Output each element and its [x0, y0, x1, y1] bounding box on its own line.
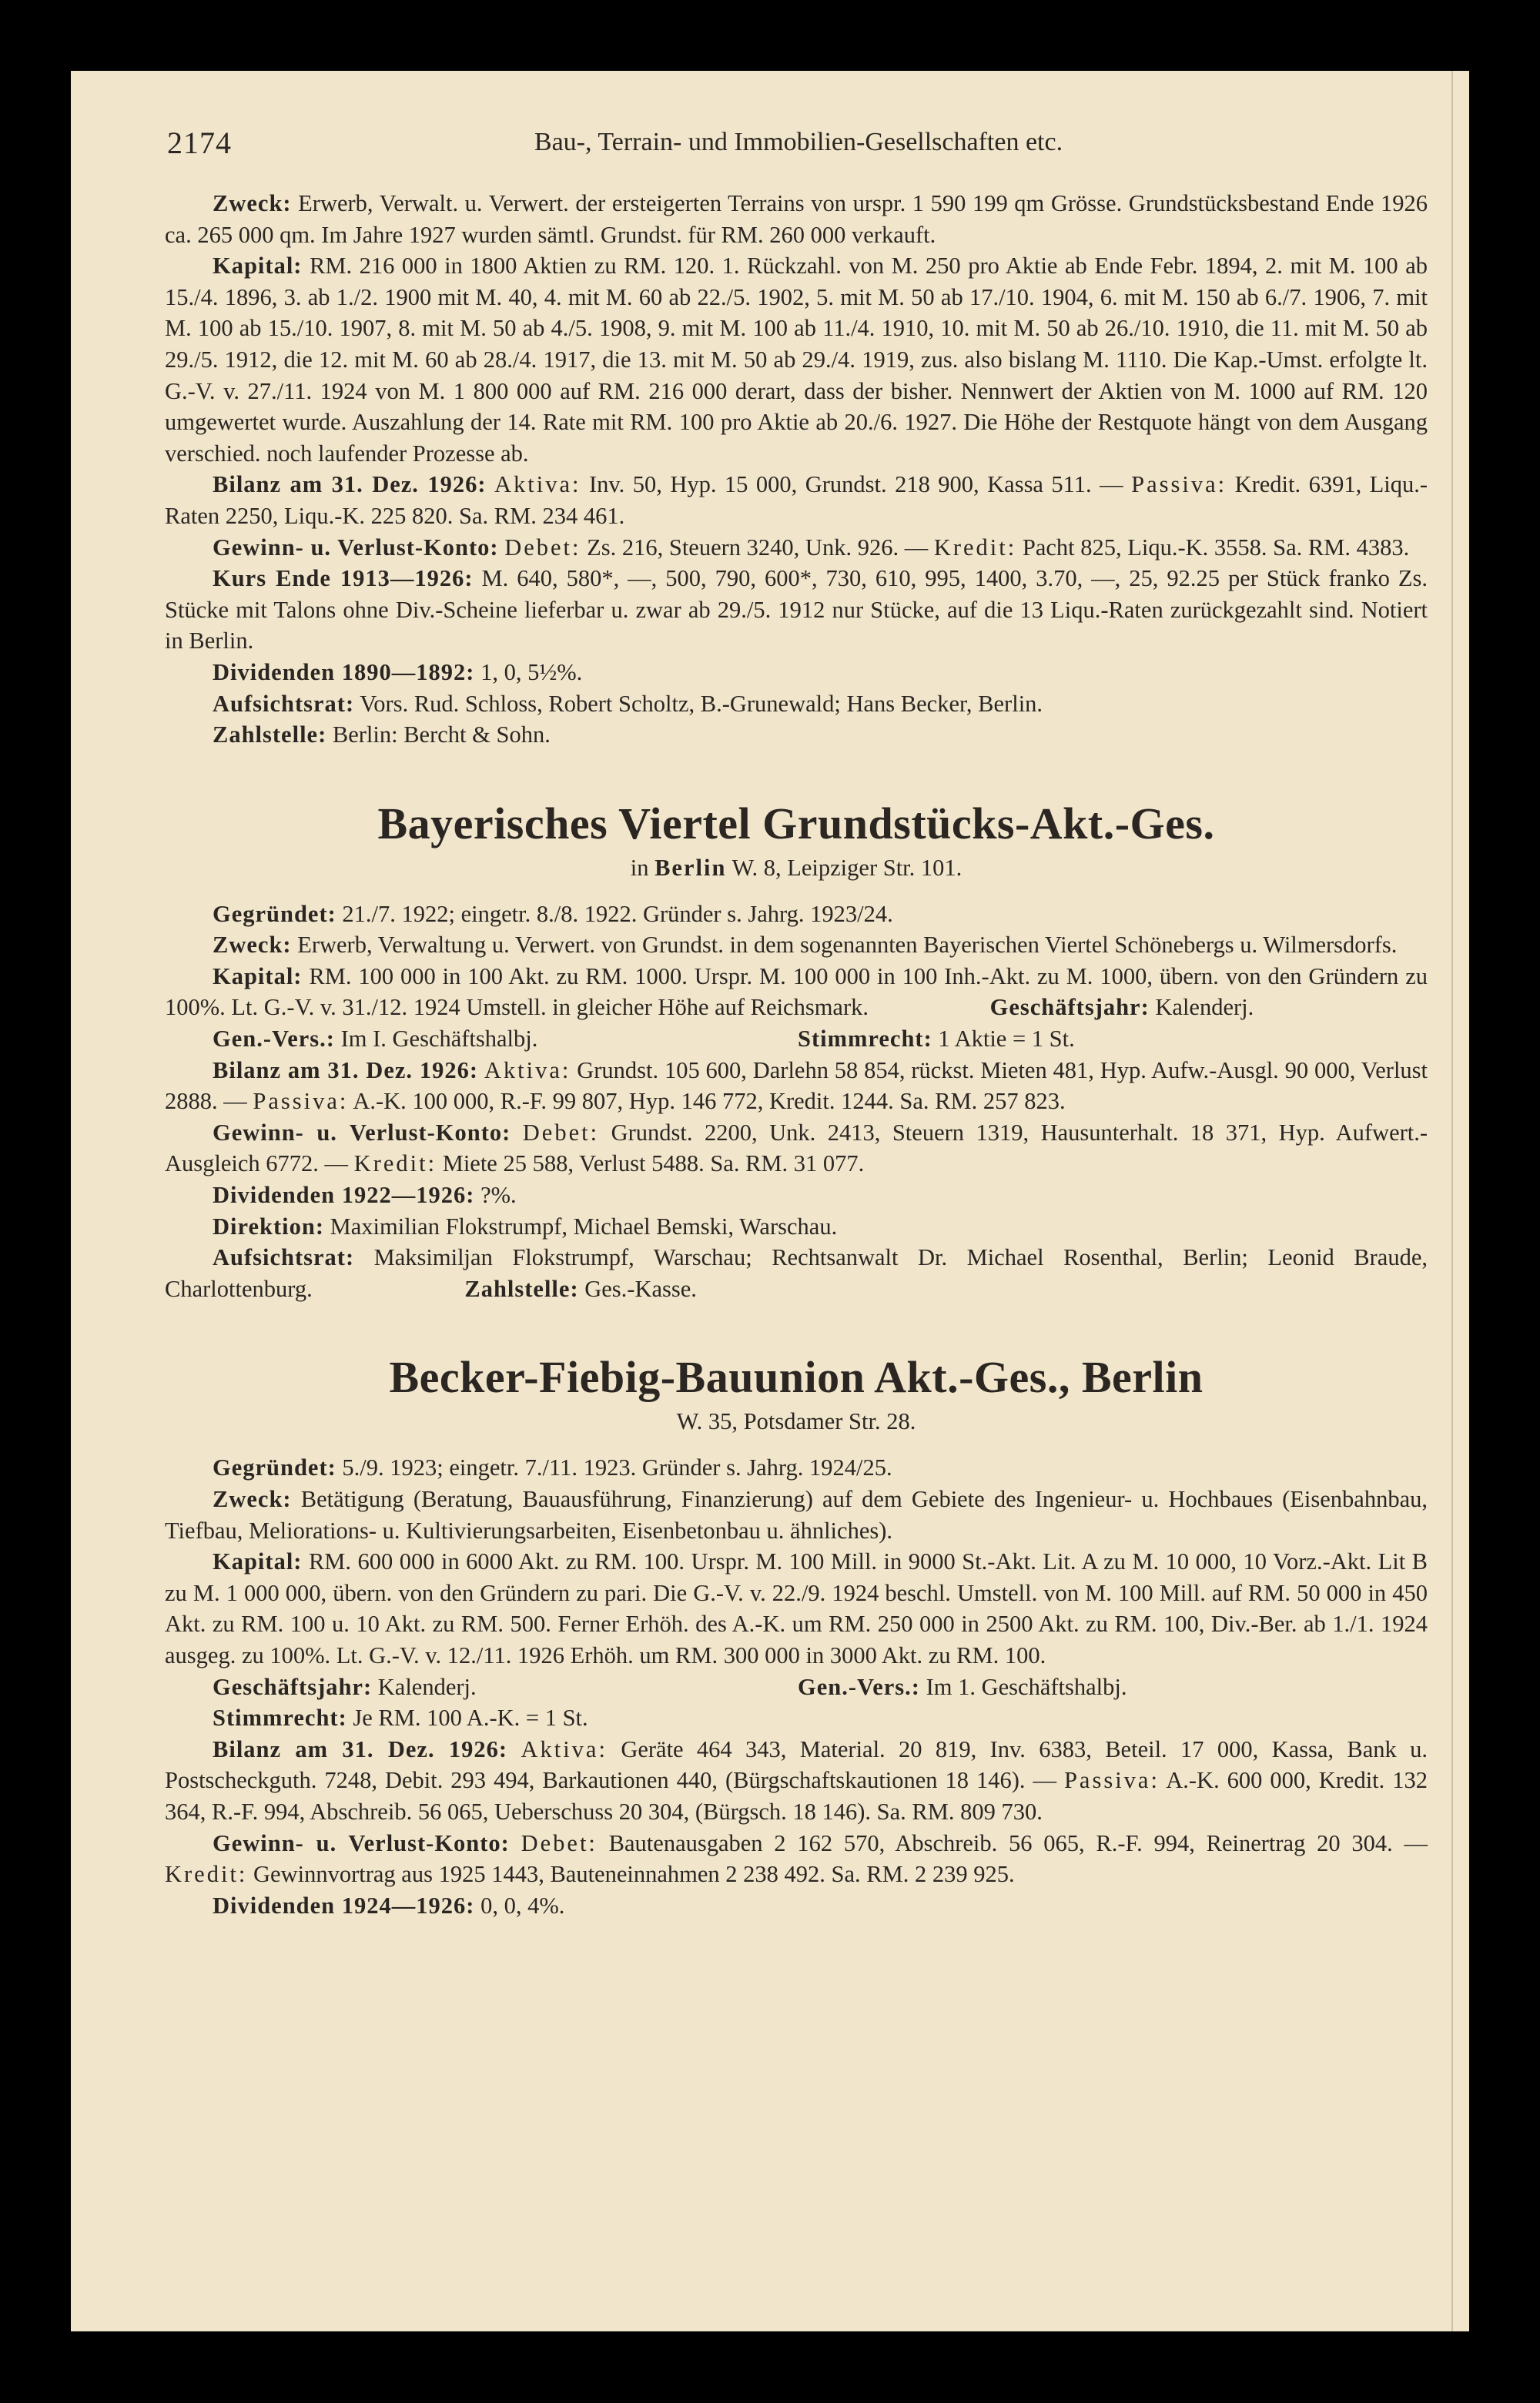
kapital-paragraph: Kapital: RM. 100 000 in 100 Akt. zu RM. 1000. Urspr. M. 100 000 in 100 Inh.-Akt. zu M. 1000, übern. von den Gründern zu 100%. Lt. G.-V. v. 31./12. 1924 Umstell. in gleicher Höhe auf Reichsmark. Geschäftsjahr: Kalenderj. — [165, 962, 1428, 1021]
entry-becker-fiebig — [165, 1352, 1428, 1921]
gegruendet-paragraph: Gegründet: 5./9. 1923; eingetr. 7./11. 1923. Gründer s. Jahrg. 1924/25. — [213, 1454, 892, 1481]
company-city: Berlin — [654, 854, 727, 881]
bilanz-paragraph: Bilanz am 31. Dez. 1926: Aktiva: Inv. 50, Hyp. 15 000, Grundst. 218 900, Kassa 511. — Passiva: Kredit. 6391, Liqu.-Raten 2250, Liqu.-K. 225 820. Sa. RM. 234 461. — [165, 471, 1428, 529]
kurs-paragraph: Kurs Ende 1913—1926: M. 640, 580*, —, 500, 790, 600*, 730, 610, 995, 1400, 3.70, —, 25, 92.25 per Stück franko Zs. Stücke mit Talons ohne Div.-Scheine lieferbar u. zwar ab 29./5. 1912 nur Stücke, auf die 13 Liqu.-Raten zurückgezahlt sind. Notiert in Berlin. — [165, 565, 1428, 654]
page-header — [167, 125, 1445, 159]
kapital-paragraph: Kapital: RM. 600 000 in 6000 Akt. zu RM. 100. Urspr. M. 100 Mill. in 9000 St.-Akt. Lit. A zu M. 10 000, 10 Vorz.-Akt. Lit B zu M. 1 000 000, übern. von den Gründern zu pari. Die G.-V. v. 22./9. 1924 beschl. Umstell. von M. 100 Mill. auf RM. 50 000 in 450 Akt. zu RM. 100 u. 10 Akt. zu RM. 500. Ferner Erhöh. des A.-K. um RM. 250 000 in 2500 Akt. zu RM. 100, Div.-Ber. ab 1./1. 1924 ausgeg. zu 100%. Lt. G.-V. v. 12./11. 1926 Erhöh. um RM. 300 000 in 3000 Akt. zu RM. 100. — [165, 1548, 1428, 1668]
book-page — [71, 71, 1469, 2331]
dividenden-paragraph: Dividenden 1890—1892: 1, 0, 5½%. — [213, 658, 583, 685]
entry-continued — [165, 188, 1428, 751]
running-title: Bau-, Terrain- und Immobilien-Gesellschaften etc. — [534, 128, 1063, 156]
kapital-paragraph: Kapital: RM. 216 000 in 1800 Aktien zu RM. 120. 1. Rückzahl. von M. 250 pro Aktie ab Ende Febr. 1894, 2. mit M. 100 ab 15./4. 1896, 3. ab 1./2. 1900 mit M. 40, 4. mit M. 60 ab 22./5. 1902, 5. mit M. 50 ab 17./10. 1904, 6. mit M. 150 ab 6./7. 1906, 7. mit M. 100 ab 15./10. 1907, 8. mit M. 50 ab 4./5. 1908, 9. mit M. 100 ab 11./4. 1910, 10. mit M. 50 ab 26./10. 1910, die 11. mit M. 50 ab 29./5. 1912, die 12. mit M. 60 ab 28./4. 1917, die 13. mit M. 50 ab 29./4. 1919, zus. also bislang M. 1110. Die Kap.-Umst. erfolgte lt. G.-V. v. 27./11. 1924 von M. 1 800 000 auf RM. 216 000 derart, dass der bisher. Nennwert der Aktien von M. 1000 auf RM. 120 umgewertet wurde. Auszahlung der 14. Rate mit RM. 100 pro Aktie ab 20./6. 1927. Die Höhe der Restquote hängt von dem Ausgang verschied. noch laufender Prozesse ab. — [165, 253, 1428, 467]
bilanz-paragraph: Bilanz am 31. Dez. 1926: Aktiva: Geräte 464 343, Material. 20 819, Inv. 6383, Beteil. 17 000, Kassa, Bank u. Postscheckguth. 7248, Debit. 293 494, Barkautionen 440, (Bürgschaftskautionen 18 146). — Passiva: A.-K. 600 000, Kredit. 132 364, R.-F. 994, Abschreib. 56 065, Ueberschuss 20 304, (Bürgsch. 18 146). Sa. RM. 809 730. — [165, 1735, 1428, 1825]
zweck-paragraph: Zweck: Erwerb, Verwalt. u. Verwert. der ersteigerten Terrains von urspr. 1 590 199 qm Grösse. Grundstücksbestand Ende 1926 ca. 265 000 qm. Im Jahre 1927 wurden sämtl. Grundst. für RM. 260 000 verkauft. — [165, 190, 1428, 248]
company-title: Becker-Fiebig-Bauunion Akt.-Ges., Berlin — [389, 1352, 1204, 1403]
page-content — [165, 188, 1428, 1921]
page-number: 2174 — [167, 126, 232, 160]
genvers-stimmrecht-row: Gen.-Vers.: Im I. Geschäftshalbj. Stimmrecht: 1 Aktie = 1 St. — [213, 1026, 1075, 1053]
company-title: Bayerisches Viertel Grundstücks-Akt.-Ges. — [377, 798, 1215, 848]
aufsichtsrat-paragraph: Aufsichtsrat: Vors. Rud. Schloss, Robert Scholtz, B.-Grunewald; Hans Becker, Berlin. — [213, 690, 1043, 717]
bilanz-paragraph: Bilanz am 31. Dez. 1926: Aktiva: Grundst. 105 600, Darlehn 58 854, rückst. Mieten 481, Hyp. Aufw.-Ausgl. 90 000, Verlust 2888. — Passiva: A.-K. 100 000, R.-F. 99 807, Hyp. 146 772, Kredit. 1244. Sa. RM. 257 823. — [165, 1056, 1428, 1115]
entry-bayerisches-viertel — [165, 798, 1428, 1305]
zahlstelle-paragraph: Zahlstelle: Berlin: Bercht & Sohn. — [213, 721, 551, 748]
dividenden-paragraph: Dividenden 1924—1926: 0, 0, 4%. — [213, 1892, 565, 1919]
aufsichtsrat-paragraph: Aufsichtsrat: Maksimiljan Flokstrumpf, Warschau; Rechtsanwalt Dr. Michael Rosenthal, Berlin; Leonid Braude, Charlottenburg. Zahlstelle: Ges.-Kasse. — [165, 1244, 1428, 1302]
gewinn-paragraph: Gewinn- u. Verlust-Konto: Debet: Bautenausgaben 2 162 570, Abschreib. 56 065, R.-F. 994, Reinertrag 20 304. — Kredit: Gewinnvortrag aus 1925 1443, Bauteneinnahmen 2 238 492. Sa. RM. 2 239 925. — [165, 1829, 1428, 1888]
page-edge-line — [1451, 71, 1453, 2331]
zweck-paragraph: Zweck: Erwerb, Verwaltung u. Verwert. von Grundst. in dem sogenannten Bayerischen Viertel Schönebergs u. Wilmersdorfs. — [213, 932, 1398, 959]
company-address: in Berlin W. 8, Leipziger Str. 101. — [630, 854, 962, 881]
geschaeftsjahr-genvers-row: Geschäftsjahr: Kalenderj. Gen.-Vers.: Im 1. Geschäftshalbj. — [213, 1673, 1127, 1700]
company-address: W. 35, Potsdamer Str. 28. — [676, 1408, 916, 1435]
zweck-paragraph: Zweck: Betätigung (Beratung, Bauausführung, Finanzierung) auf dem Gebiete des Ingenieur- u. Hochbaues (Eisenbahnbau, Tiefbau, Meliorations- u. Kultivierungsarbeiten, Eisenbetonbau u. ähnliches). — [165, 1486, 1428, 1544]
gegruendet-paragraph: Gegründet: 21./7. 1922; eingetr. 8./8. 1922. Gründer s. Jahrg. 1923/24. — [213, 900, 893, 927]
gewinn-paragraph: Gewinn- u. Verlust-Konto: Debet: Zs. 216, Steuern 3240, Unk. 926. — Kredit: Pacht 825, Liqu.-K. 3558. Sa. RM. 4383. — [213, 534, 1410, 561]
gewinn-paragraph: Gewinn- u. Verlust-Konto: Debet: Grundst. 2200, Unk. 2413, Steuern 1319, Hausunterhalt. 18 371, Hyp. Aufwert.-Ausgleich 6772. — Kredit: Miete 25 588, Verlust 5488. Sa. RM. 31 077. — [165, 1119, 1428, 1177]
dividenden-paragraph: Dividenden 1922—1926: ?%. — [213, 1182, 517, 1209]
stimmrecht-paragraph: Stimmrecht: Je RM. 100 A.-K. = 1 St. — [213, 1705, 588, 1732]
direktion-paragraph: Direktion: Maximilian Flokstrumpf, Michael Bemski, Warschau. — [213, 1213, 838, 1240]
